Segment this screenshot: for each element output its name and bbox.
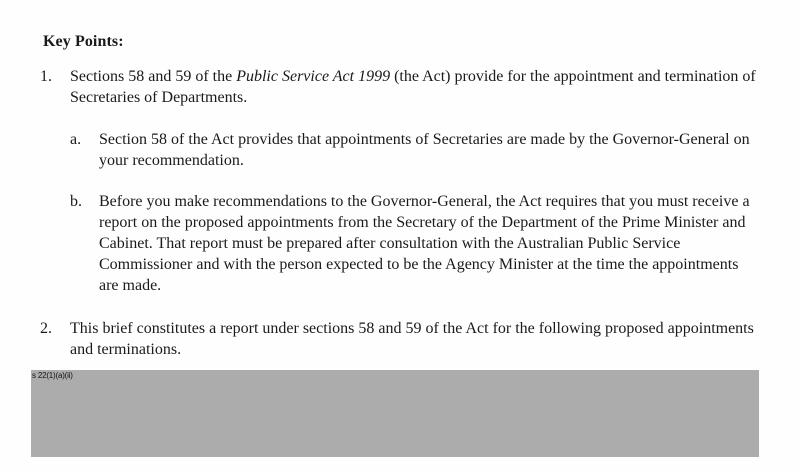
redaction-block xyxy=(31,370,759,457)
point-1 xyxy=(40,66,760,108)
point-1-text xyxy=(70,66,760,108)
point-2-marker: 2. xyxy=(40,320,52,337)
redaction-exemption-code: s 22(1)(a)(ii) xyxy=(32,371,73,380)
subpoint-b xyxy=(70,191,760,296)
subpoint-b-marker: b. xyxy=(70,193,82,210)
point-1-text-before: Sections 58 and 59 of the xyxy=(70,68,237,85)
point-2-text: This brief constitutes a report under sections 58 and 59 of the Act for the following proposed appointments and terminations. xyxy=(70,320,754,358)
subpoint-a-text: Section 58 of the Act provides that appointments of Secretaries are made by the Governor-General on your recommendation. xyxy=(99,131,750,169)
point-1-marker: 1. xyxy=(40,68,52,85)
subpoint-a-marker: a. xyxy=(70,131,82,148)
subpoint-a xyxy=(70,129,760,171)
key-points-heading: Key Points: xyxy=(43,33,124,50)
point-2 xyxy=(40,318,760,360)
point-1-text-after: (the Act) provide for the appointment and termination of Secretaries of Departments. xyxy=(70,68,756,106)
subpoint-b-text: Before you make recommendations to the Governor-General, the Act requires that you must receive a report on the proposed appointments from the Secretary of the Department of the Prime Minister and Cabinet. That report must be prepared after consultation with the Australian Public Service Commissioner and with the person expected to be the Agency Minister at the time the appointments are made. xyxy=(99,193,750,294)
act-title: Public Service Act 1999 xyxy=(236,68,391,85)
